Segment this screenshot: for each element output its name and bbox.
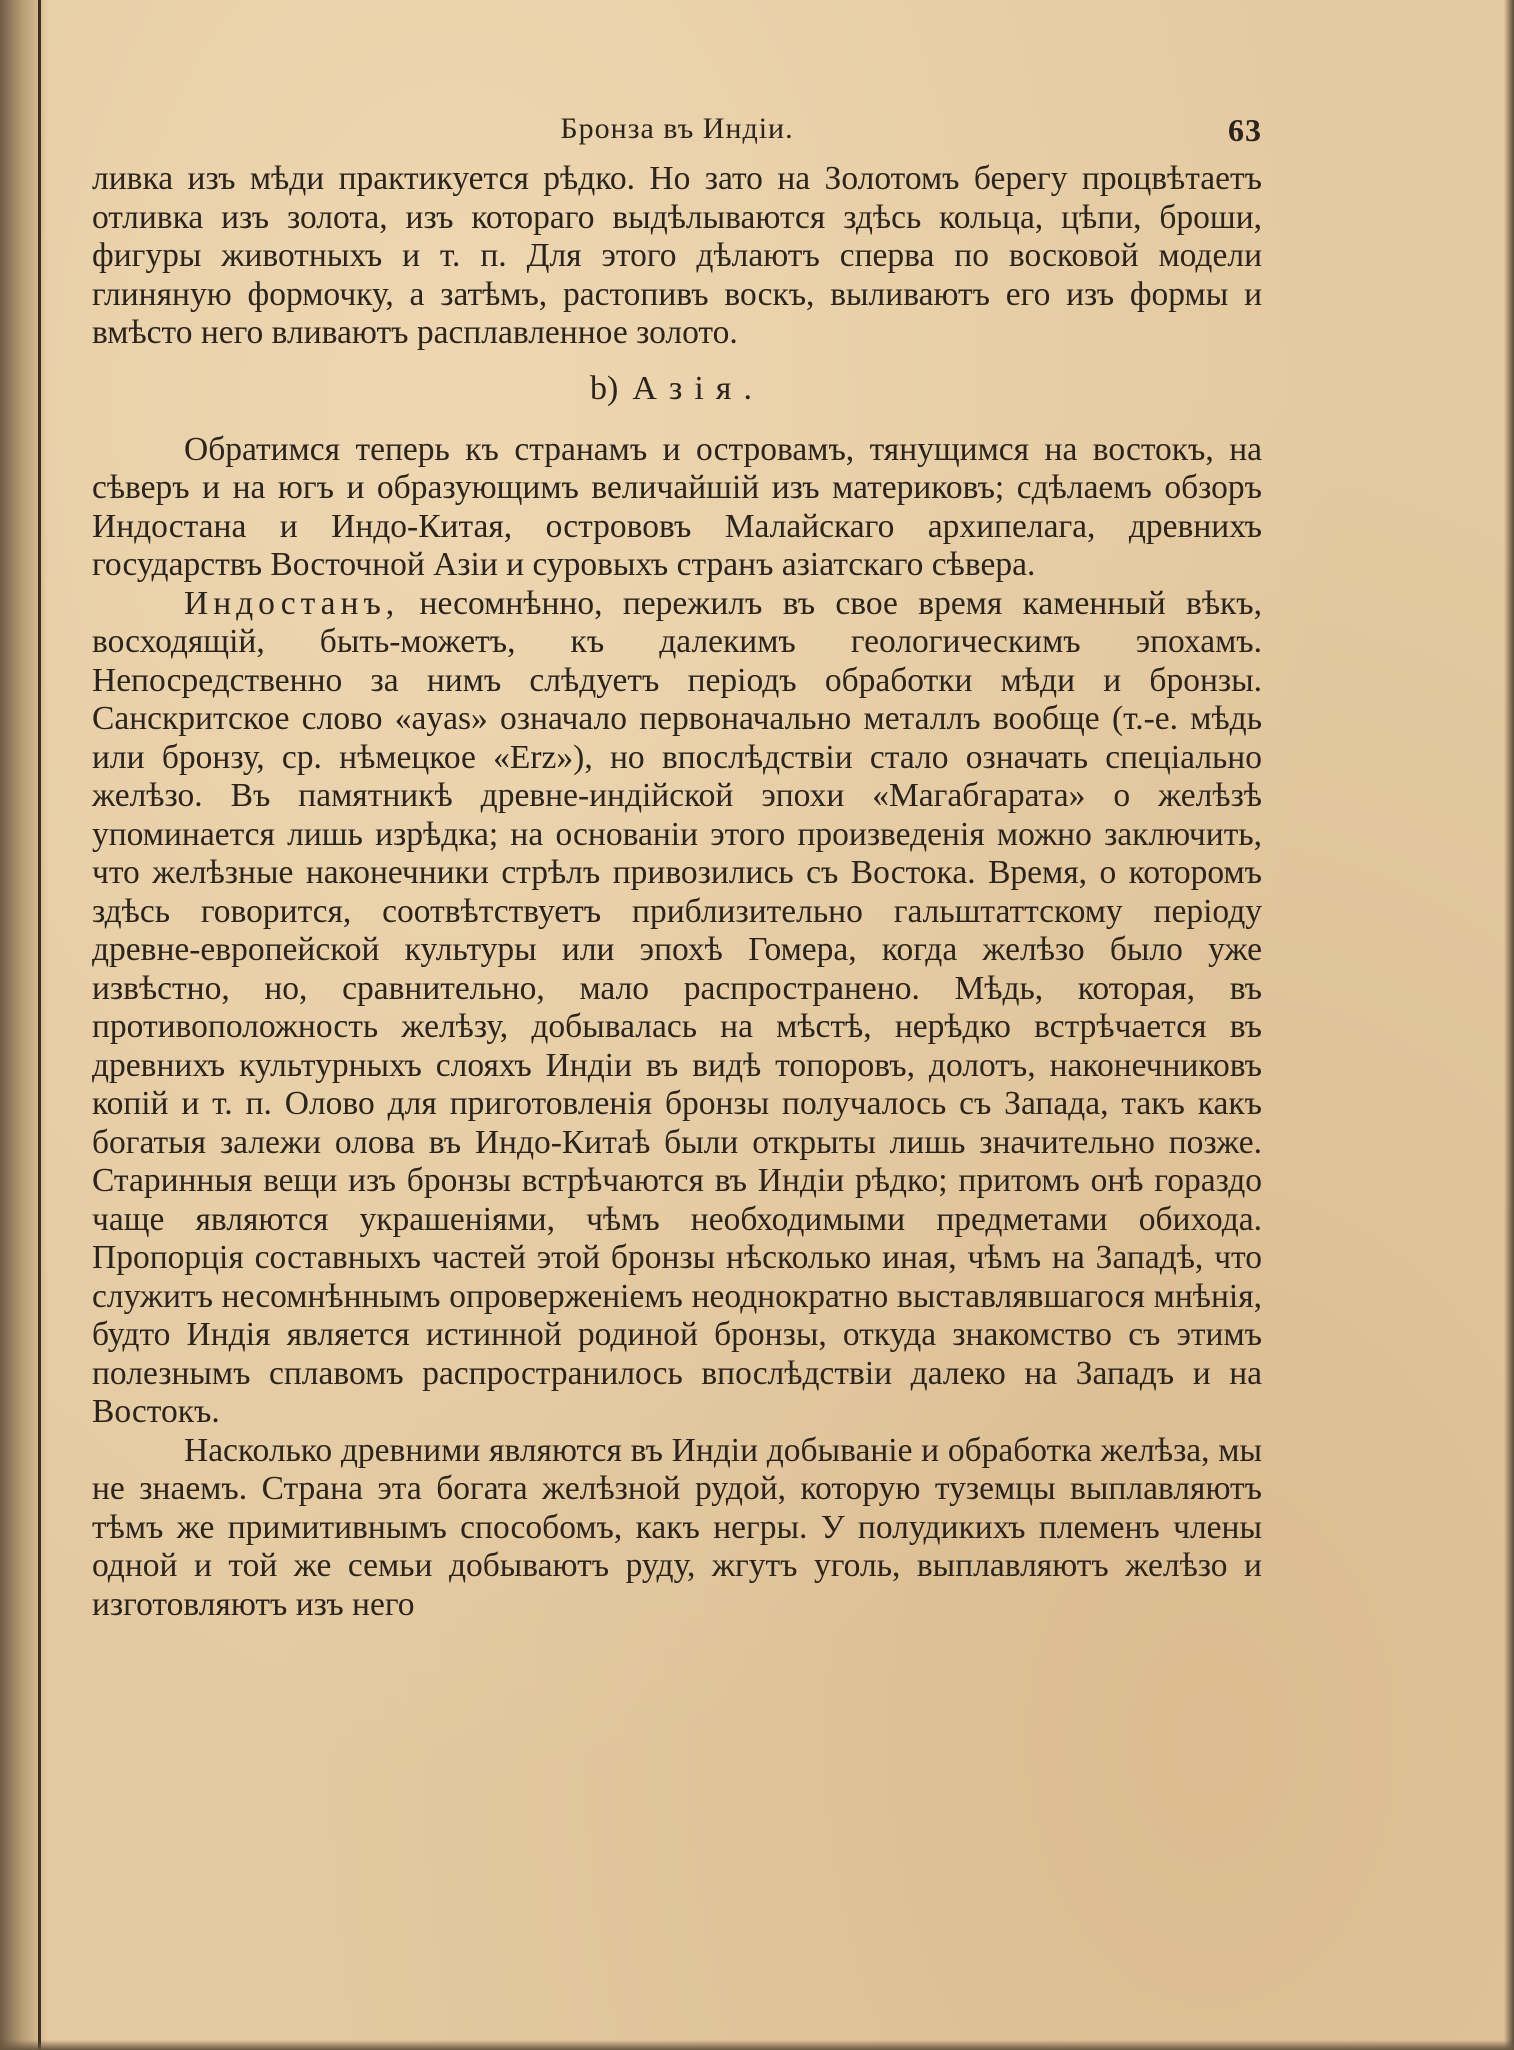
page-number: 63 <box>1228 112 1262 148</box>
running-title: Бронза въ Индіи. <box>560 112 794 145</box>
page-header <box>92 112 1262 160</box>
spaced-term-hindustan: Индостанъ, <box>184 584 400 622</box>
section-title: Азія. <box>632 369 764 407</box>
paragraph-hindustan-text: несомнѣнно, пережилъ въ свое время каменный вѣкъ, восходящій, быть-можетъ, къ далекимъ геологическимъ эпохамъ. Непосредственно за нимъ слѣдуетъ періодъ обработки мѣди и бронзы. Санскритское слово «ayas» означало первоначально металлъ вообще (т.-е. мѣдь или бронзу, ср. нѣмецкое «Erz»), но впослѣдствіи стало означать спеціально желѣзо. Въ памятникѣ древне-индійской эпохи «Магабгарата» о желѣзѣ упоминается лишь изрѣдка; на основаніи этого произведенія можно заключить, что желѣзные наконечники стрѣлъ привозились съ Востока. Время, о которомъ здѣсь говорится, соотвѣтствуетъ приблизительно гальштаттскому періоду древне-европейской культуры или эпохѣ Гомера, когда желѣзо было уже извѣстно, но, сравнительно, мало распространено. Мѣдь, которая, въ противоположность желѣзу, добывалась на мѣстѣ, нерѣдко встрѣчается въ древнихъ культурныхъ слояхъ Индіи въ видѣ топоровъ, долотъ, наконечниковъ копій и т. п. Олово для приготовленія бронзы получалось съ Запада, такъ какъ богатыя залежи олова въ Индо-Китаѣ были открыты лишь значительно позже. Старинныя вещи изъ бронзы встрѣчаются въ Индіи рѣдко; притомъ онѣ гораздо чаще являются украшеніями, чѣмъ необходимыми предметами обихода. Пропорція составныхъ частей этой бронзы нѣсколько иная, чѣмъ на Западѣ, что служитъ несомнѣннымъ опроверженіемъ неоднократно выставлявшагося мнѣнія, будто Индія является истинной родиной бронзы, откуда знакомство съ этимъ полезнымъ сплавомъ распространилось впослѣдствіи далеко на Западъ и на Востокъ. <box>92 584 1263 1430</box>
paragraph-hindustan <box>92 585 1262 1432</box>
page-right-edge <box>1504 0 1514 2050</box>
section-heading <box>92 369 1262 409</box>
paragraph-asia-intro: Обратимся теперь къ странамъ и островамъ, тянущимся на востокъ, на сѣверъ и на югъ и образующимъ величайшій изъ материковъ; сдѣлаемъ обзоръ Индостана и Индо-Китая, острововъ Малайскаго архипелага, древнихъ государствъ Восточной Азіи и суровыхъ странъ азіатскаго сѣвера. <box>92 430 1262 583</box>
paragraph-iron: Насколько древними являются въ Индіи добываніе и обработка желѣза, мы не знаемъ. Страна эта богата желѣзной рудой, которую туземцы выплавляютъ тѣмъ же примитивнымъ способомъ, какъ негры. У полудикихъ племенъ члены одной и той же семьи добываютъ руду, жгутъ уголь, выплавляютъ желѣзо и изготовляютъ изъ него <box>92 1431 1262 1623</box>
section-letter: b) <box>590 369 619 407</box>
body-text <box>92 160 1262 1624</box>
book-page <box>92 112 1262 1624</box>
binding-line <box>38 0 41 2050</box>
paragraph-continued: ливка изъ мѣди практикуется рѣдко. Но зато на Золотомъ берегу процвѣтаетъ отливка изъ золота, изъ котораго выдѣлываются здѣсь кольца, цѣпи, броши, фигуры животныхъ и т. п. Для этого дѣлаютъ сперва по восковой модели глиняную формочку, а затѣмъ, растопивъ воскъ, выливаютъ его изъ формы и вмѣсто него вливаютъ расплавленное золото. <box>92 160 1262 351</box>
page-bottom-edge <box>0 2040 1514 2050</box>
